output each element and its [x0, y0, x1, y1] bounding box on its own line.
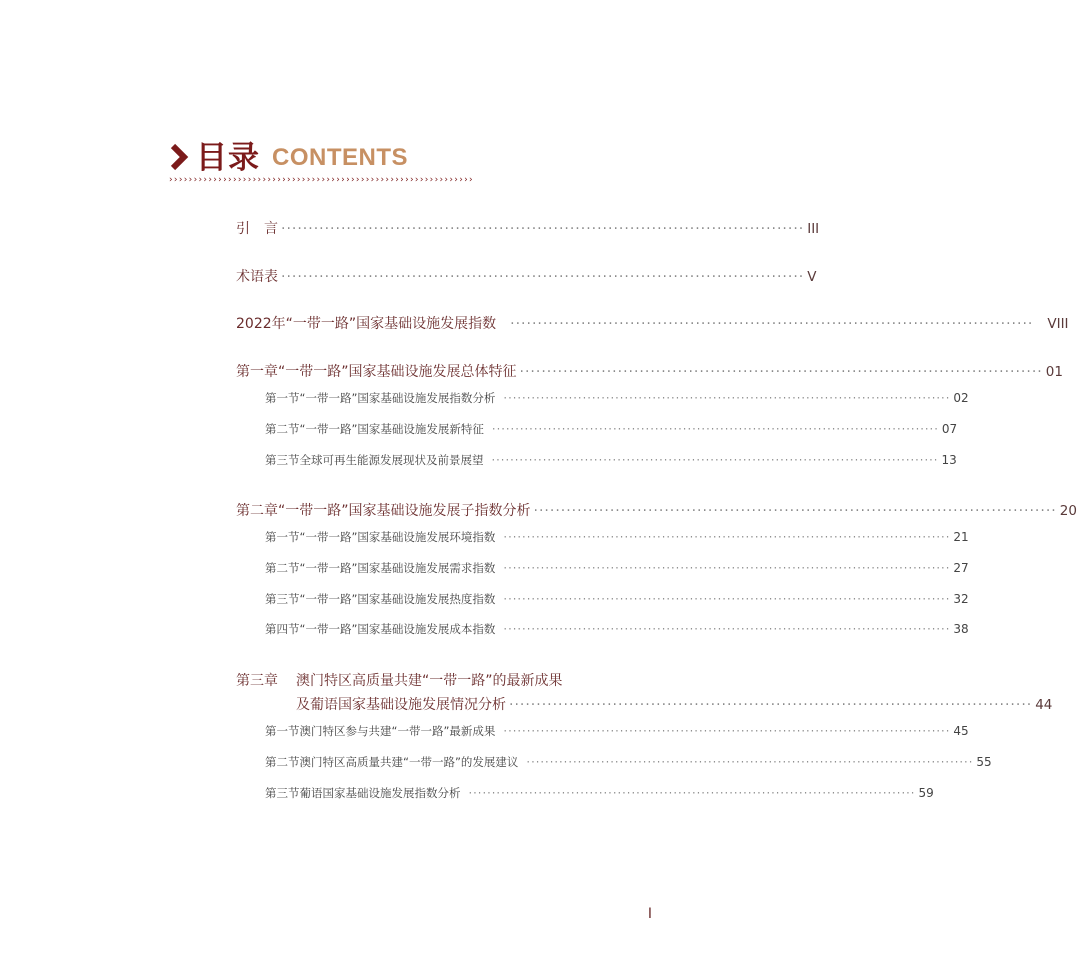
page-number: 13: [941, 453, 957, 467]
dot-leader: ································································································: [281, 221, 805, 237]
toc-section[interactable]: [265, 529, 969, 545]
toc-section[interactable]: [265, 452, 957, 468]
dot-leader: ································································································: [503, 530, 951, 544]
entry-label-continued: 及葡语国家基础设施发展情况分析: [296, 697, 506, 713]
section-number: 第三节: [265, 453, 300, 467]
entry-label: 引 言: [236, 221, 278, 237]
page-number: 27: [953, 561, 969, 575]
page-number: VIII: [1047, 316, 1069, 332]
toc-entry-index-2022[interactable]: [236, 313, 1069, 333]
toc-section[interactable]: [265, 390, 969, 406]
toc-chapter-1[interactable]: [236, 361, 1063, 381]
page-number: 38: [953, 622, 969, 636]
page-folio: I: [647, 906, 652, 922]
dot-leader: ································································································: [503, 561, 951, 575]
decorative-arrow-divider: ››››››››››››››››››››››››››››››››››››››››››››››››››››››››››››››: [168, 175, 473, 185]
chapter-number: 第三章: [236, 673, 278, 689]
page-number: 44: [1035, 697, 1053, 713]
page-number: 21: [953, 530, 969, 544]
title-chinese: 目录: [196, 140, 260, 176]
dot-leader: ································································································: [281, 269, 805, 285]
toc-section[interactable]: [265, 754, 992, 770]
toc-section[interactable]: [265, 621, 969, 637]
section-number: 第一节: [265, 724, 300, 738]
page-number: 20: [1059, 503, 1077, 519]
dot-leader: ································································································: [503, 622, 951, 636]
section-number: 第四节: [265, 622, 300, 636]
toc-entry-intro[interactable]: [236, 218, 820, 238]
section-number: 第二节: [265, 422, 300, 436]
entry-label: “一带一路”国家基础设施发展环境指数: [299, 530, 496, 544]
toc-section[interactable]: [265, 591, 969, 607]
page-number: 01: [1045, 364, 1063, 380]
dot-leader: ································································································: [509, 697, 1033, 713]
chapter-number: 第二章: [236, 503, 278, 519]
dot-leader: ································································································: [491, 422, 939, 436]
entry-label: 澳门特区高质量共建“一带一路”的最新成果: [296, 673, 563, 689]
entry-label: 2022年“一带一路”国家基础设施发展指数: [236, 316, 497, 332]
page-number: 02: [953, 391, 969, 405]
toc-section[interactable]: [265, 560, 969, 576]
section-number: 第一节: [265, 530, 300, 544]
entry-label: “一带一路”国家基础设施发展成本指数: [299, 622, 496, 636]
toc-section[interactable]: [265, 723, 969, 739]
dot-leader: ································································································: [519, 364, 1043, 380]
section-number: 第三节: [265, 786, 300, 800]
toc-section[interactable]: [265, 421, 958, 437]
entry-label: 澳门特区高质量共建“一带一路”的发展建议: [299, 755, 519, 769]
section-number: 第二节: [265, 561, 300, 575]
section-number: 第三节: [265, 592, 300, 606]
dot-leader: ································································································: [526, 755, 974, 769]
dot-leader: ································································································: [533, 503, 1057, 519]
page-number: 55: [976, 755, 992, 769]
dot-leader: ································································································: [503, 391, 951, 405]
dot-leader: ································································································: [503, 592, 951, 606]
entry-label: “一带一路”国家基础设施发展新特征: [299, 422, 484, 436]
entry-label: 葡语国家基础设施发展指数分析: [299, 786, 461, 800]
title-english: CONTENTS: [272, 144, 408, 171]
page-number: 45: [953, 724, 969, 738]
chevron-right-icon: [168, 142, 190, 172]
entry-label: “一带一路”国家基础设施发展需求指数: [299, 561, 496, 575]
page-number: 59: [918, 786, 934, 800]
page-number: V: [807, 269, 817, 285]
toc-entry-glossary[interactable]: [236, 266, 817, 286]
page-number: 07: [941, 422, 958, 436]
section-number: 第一节: [265, 391, 300, 405]
page-number: III: [807, 221, 820, 237]
toc-section[interactable]: [265, 785, 934, 801]
entry-label: “一带一路”国家基础设施发展总体特征: [278, 364, 517, 380]
dot-leader: ································································································: [503, 724, 951, 738]
dot-leader: ································································································: [468, 786, 916, 800]
entry-label: 全球可再生能源发展现状及前景展望: [299, 453, 484, 467]
entry-label: “一带一路”国家基础设施发展指数分析: [299, 391, 496, 405]
entry-label: 澳门特区参与共建“一带一路”最新成果: [299, 724, 496, 738]
toc-chapter-3[interactable]: [236, 670, 563, 690]
page-number: 32: [953, 592, 969, 606]
dot-leader: ································································································: [491, 453, 939, 467]
dot-leader: ································································································: [510, 316, 1034, 332]
entry-label: 术语表: [236, 269, 278, 285]
chapter-number: 第一章: [236, 364, 278, 380]
toc-chapter-3-continued[interactable]: [296, 694, 1053, 714]
entry-label: “一带一路”国家基础设施发展子指数分析: [278, 503, 531, 519]
toc-heading: [168, 134, 408, 178]
section-number: 第二节: [265, 755, 300, 769]
toc-chapter-2[interactable]: [236, 500, 1077, 520]
entry-label: “一带一路”国家基础设施发展热度指数: [299, 592, 496, 606]
